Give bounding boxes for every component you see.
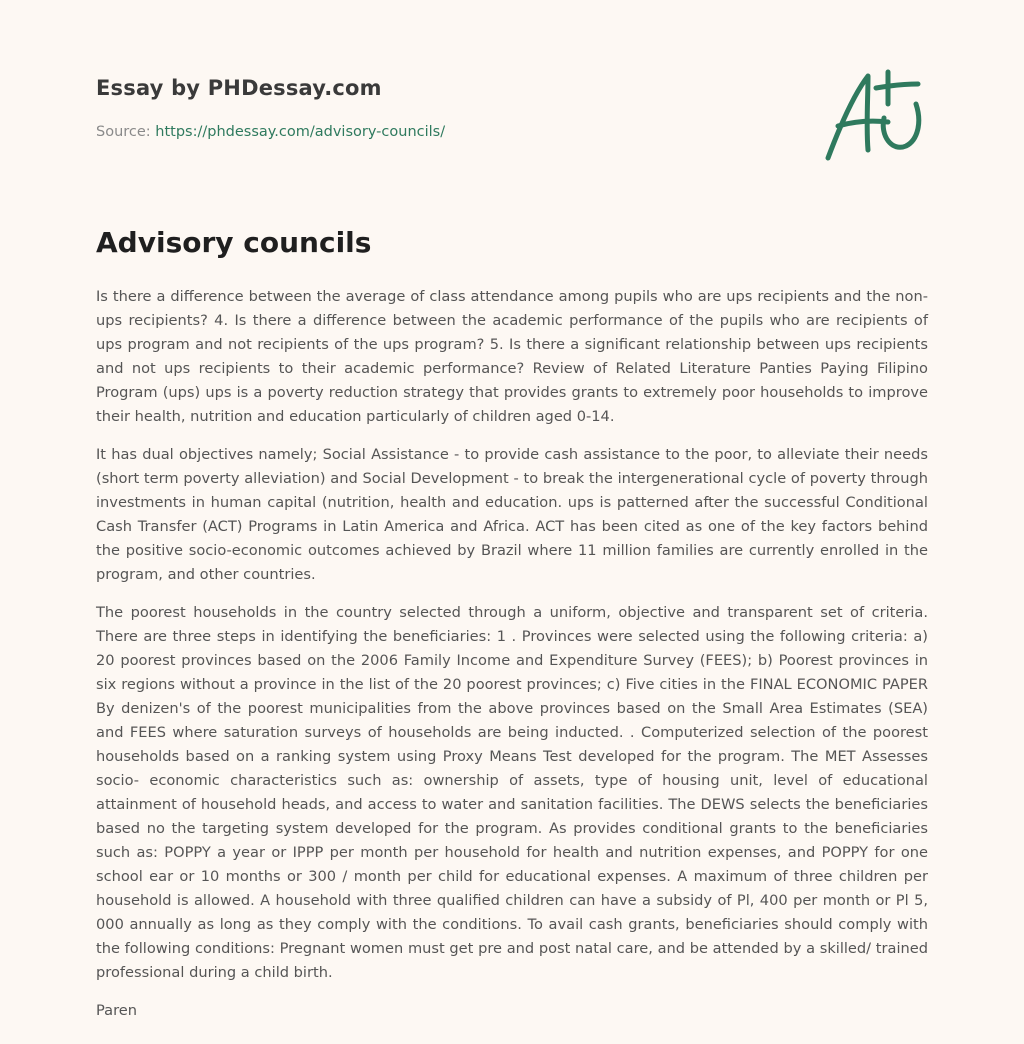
site-title: Essay by PHDessay.com: [96, 76, 382, 100]
source-line: [96, 124, 445, 140]
a-plus-logo-icon: [818, 64, 930, 168]
source-link[interactable]: https://phdessay.com/advisory-councils/: [155, 124, 446, 140]
essay-paragraph: The poorest households in the country selected through a uniform, objective and transparent set of criteria. There are three steps in identifying the beneficiaries: 1 . Provinces were selected using the following criteria: a) 20 poorest provinces based on the 2006 Family Income and Expenditure Survey (FEES); b) Poorest provinces in six regions without a province in the list of the 20 poorest provinces; c) Five cities in the FINAL ECONOMIC PAPER By denizen's of the poorest municipalities from the above provinces based on the Small Area Estimates (SEA) and FEES where saturation surveys of households are being inducted. . Computerized selection of the poorest households based on a ranking system using Proxy Means Test developed for the program. The MET Assesses socio- economic characteristics such as: ownership of assets, type of housing unit, level of educational attainment of household heads, and access to water and sanitation facilities. The DEWS selects the beneficiaries based no the targeting system developed for the program. As provides conditional grants to the beneficiaries such as: POPPY a year or IPPP per month per household for health and nutrition expenses, and POPPY for one school ear or 10 months or 300 / month per child for educational expenses. A maximum of three children per household is allowed. A household with three qualified children can have a subsidy of Pl, 400 per month or Pl 5, 000 annually as long as they comply with the conditions. To avail cash grants, beneficiaries should comply with the following conditions: Pregnant women must get pre and post natal care, and be attended by a skilled/ trained professional during a child birth.: [96, 604, 928, 981]
essay-paragraph: Paren: [96, 1002, 137, 1019]
essay-body: [96, 285, 928, 1037]
source-label: Source:: [96, 124, 151, 140]
essay-paragraph: It has dual objectives namely; Social Assistance - to provide cash assistance to the poor, to alleviate their needs (short term poverty alleviation) and Social Development - to break the intergenerational cycle of poverty through investments in human capital (nutrition, health and education. ups is patterned after the successful Conditional Cash Transfer (ACT) Programs in Latin America and Africa. ACT has been cited as one of the key factors behind the positive socio-economic outcomes achieved by Brazil where 11 million families are currently enrolled in the program, and other countries.: [96, 446, 928, 583]
essay-title: Advisory councils: [96, 226, 372, 259]
essay-paragraph: Is there a difference between the average of class attendance among pupils who are ups recipients and the non-ups recipients? 4. Is there a difference between the academic performance of the pupils who are recipients of ups program and not recipients of the ups program? 5. Is there a significant relationship between ups recipients and not ups recipients to their academic performance? Review of Related Literature Panties Paying Filipino Program (ups) ups is a poverty reduction strategy that provides grants to extremely poor households to improve their health, nutrition and education particularly of children aged 0-14.: [96, 288, 928, 425]
